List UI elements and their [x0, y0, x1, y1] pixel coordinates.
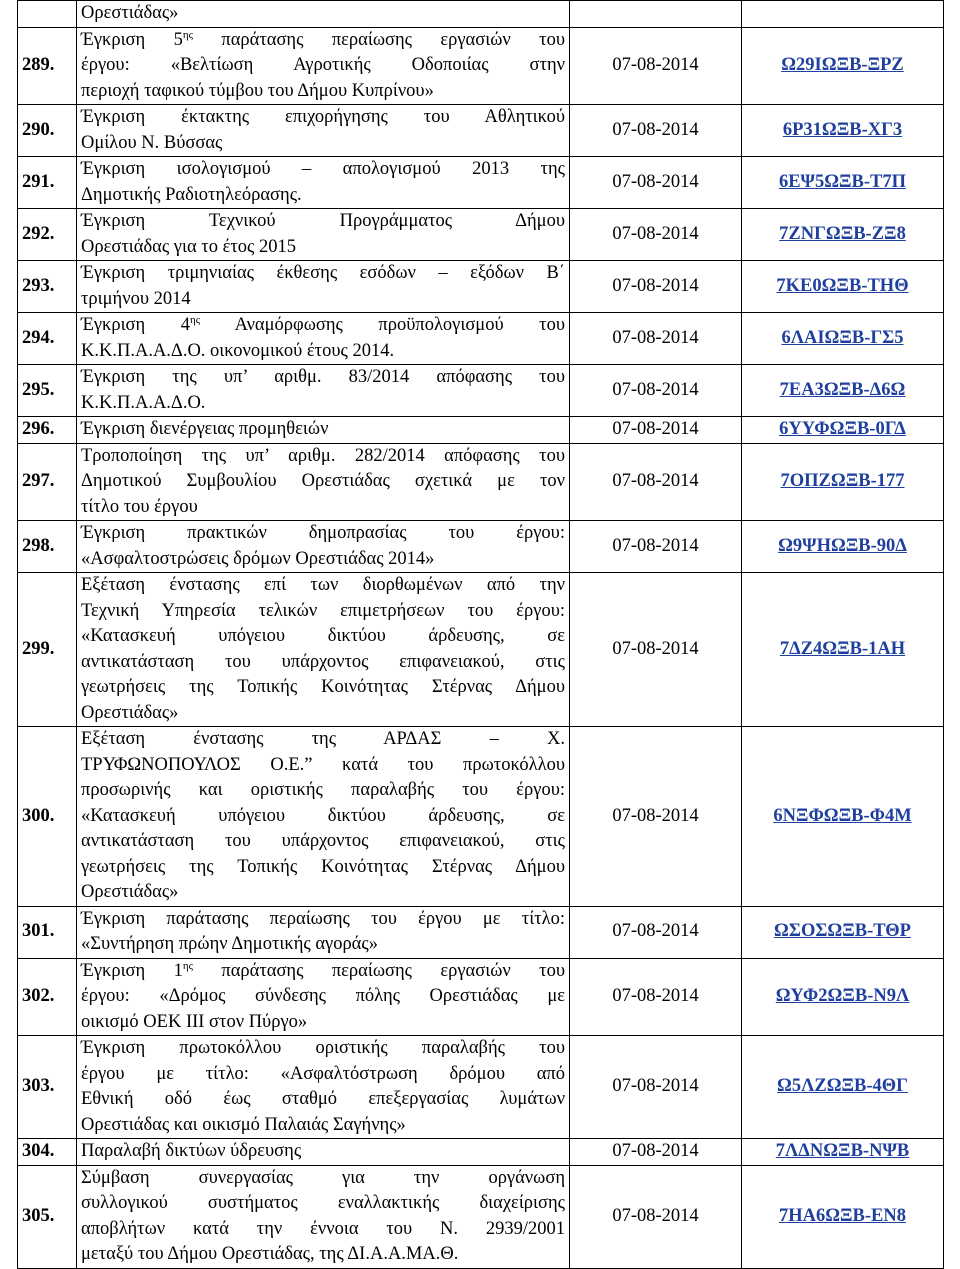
- subject-line: Έγκριση διενέργειας προμηθειών: [81, 419, 329, 439]
- subject-line: Δημοτικής Ραδιοτηλεόρασης.: [81, 184, 302, 205]
- subject-line: Ορεστιάδας για το έτος 2015: [81, 236, 296, 257]
- decision-number: 297.: [18, 443, 77, 521]
- decision-subject: [77, 1139, 570, 1166]
- subject-line: αντικατάσταση του υπάρχοντος επιφανειακού, στις: [81, 651, 565, 672]
- decision-subject: [77, 1036, 570, 1139]
- decision-number: 295.: [18, 365, 77, 417]
- ada-link[interactable]: 6ΝΞΦΩΞΒ-Φ4Μ: [773, 805, 912, 826]
- ada-cell: [742, 105, 944, 157]
- decision-date: 07-08-2014: [570, 727, 742, 907]
- ada-link[interactable]: ΩΣΟΣΩΞΒ-ΤΘΡ: [774, 921, 911, 942]
- subject-line: Έγκριση πρακτικών δημοπρασίας του έργου:: [81, 523, 565, 543]
- table-row: [18, 365, 944, 417]
- ada-cell: [742, 417, 944, 444]
- table-row: [18, 1036, 944, 1139]
- ada-link[interactable]: 6Ρ31ΩΞΒ-ΧΓ3: [782, 119, 903, 140]
- decision-subject: [77, 573, 570, 727]
- decision-date: 07-08-2014: [570, 313, 742, 365]
- decision-subject: [77, 261, 570, 313]
- decision-subject: [77, 1, 570, 28]
- ada-cell: [742, 906, 944, 958]
- decision-date: 07-08-2014: [570, 573, 742, 727]
- decision-subject: [77, 521, 570, 573]
- decision-subject: [77, 209, 570, 261]
- ada-cell: [742, 958, 944, 1036]
- subject-line: Παραλαβή δικτύων ύδρευσης: [81, 1141, 302, 1161]
- subject-line: περιοχή ταφικού τύμβου του Δήμου Κυπρίνου»: [81, 80, 434, 101]
- subject-line: Κ.Κ.Π.Α.Α.Δ.Ο.: [81, 392, 206, 413]
- decision-subject: [77, 105, 570, 157]
- decision-subject: [77, 157, 570, 209]
- subject-line: αντικατάσταση του υπάρχοντος επιφανειακού, στις: [81, 831, 565, 851]
- subject-line: τριμήνου 2014: [81, 288, 191, 309]
- subject-line: γεωτρήσεις της Τοπικής Κοινότητας Στέρνας Δήμου: [81, 856, 565, 877]
- decision-subject: [77, 313, 570, 365]
- subject-line: μεταξύ του Δήμου Ορεστιάδας, της ΔΙ.Α.Α.ΜΑ.Θ.: [81, 1244, 459, 1264]
- ada-cell: [742, 1036, 944, 1139]
- decision-number: 298.: [18, 521, 77, 573]
- decision-number: 290.: [18, 105, 77, 157]
- subject-line: Σύμβαση συνεργασίας για την οργάνωση: [81, 1167, 565, 1188]
- subject-line: Τεχνική Υπηρεσία τελικών επιμετρήσεων του έργου:: [81, 600, 565, 621]
- subject-line: «Συντήρηση πρώην Δημοτικής αγοράς»: [81, 934, 378, 954]
- subject-line: Ομίλου Ν. Βύσσας: [81, 132, 223, 153]
- ada-link[interactable]: Ω29ΙΩΞΒ-ΞΡΖ: [781, 55, 904, 75]
- table-row: [18, 906, 944, 958]
- table-row: [18, 443, 944, 521]
- table-row: [18, 157, 944, 209]
- decision-date: 07-08-2014: [570, 521, 742, 573]
- subject-line: Εξέταση ένστασης της ΑΡΔΑΣ – Χ.: [81, 729, 565, 749]
- subject-line: έργου με τίτλο: «Ασφαλτόστρωση δρόμου από: [81, 1063, 565, 1084]
- decision-subject: [77, 906, 570, 958]
- decision-date: 07-08-2014: [570, 1139, 742, 1166]
- decision-number: 302.: [18, 958, 77, 1036]
- subject-line: Εξέταση ένστασης επί των διορθωμένων από την: [81, 575, 565, 595]
- decision-subject: [77, 958, 570, 1036]
- ada-cell: [742, 521, 944, 573]
- table-row: [18, 313, 944, 365]
- decision-number: 305.: [18, 1165, 77, 1268]
- table-row: [18, 417, 944, 444]
- ada-link[interactable]: 7ΖΝΓΩΞΒ-ΖΞ8: [779, 223, 906, 244]
- table-row: [18, 209, 944, 261]
- table-row: [18, 1139, 944, 1166]
- decision-number: 304.: [18, 1139, 77, 1166]
- subject-line: Έγκριση Τεχνικού Προγράμματος Δήμου: [81, 211, 565, 231]
- subject-line: Δημοτικού Συμβουλίου Ορεστιάδας σχετικά με τον: [81, 471, 565, 491]
- table-row: [18, 261, 944, 313]
- ada-cell: [742, 209, 944, 261]
- table-row: [18, 727, 944, 907]
- decision-subject: [77, 727, 570, 907]
- subject-line: Ορεστιάδας και οικισμό Παλαιάς Σαγήνης»: [81, 1114, 406, 1135]
- table-row: [18, 105, 944, 157]
- ada-link[interactable]: 6ΕΨ5ΩΞΒ-Τ7Π: [778, 171, 907, 192]
- ada-cell: [742, 1, 944, 28]
- subject-line: Έγκριση έκτακτης επιχορήγησης του Αθλητικού: [81, 107, 565, 127]
- ada-link[interactable]: 6ΛΑΙΩΞΒ-ΓΣ5: [781, 327, 904, 348]
- subject-line: προσωρινής και οριστικής παραλαβής του έργου:: [81, 780, 565, 800]
- subject-line: Έγκριση της υπ’ αριθμ. 83/2014 απόφασης του: [81, 367, 565, 387]
- decision-number: 293.: [18, 261, 77, 313]
- subject-line: τίτλο του έργου: [81, 496, 198, 517]
- subject-line: έργου: «Βελτίωση Αγροτικής Οδοποιίας στην: [81, 55, 565, 75]
- decision-number: 294.: [18, 313, 77, 365]
- ada-link[interactable]: Ω5ΛΖΩΞΒ-4ΘΓ: [777, 1076, 908, 1097]
- decision-number: 299.: [18, 573, 77, 727]
- subject-line: συλλογικού συστήματος εναλλακτικής διαχείρισης: [81, 1193, 565, 1213]
- decision-number: 292.: [18, 209, 77, 261]
- table-row: [18, 958, 944, 1036]
- decision-date: 07-08-2014: [570, 105, 742, 157]
- table-row: [18, 521, 944, 573]
- table-row: [18, 1, 944, 28]
- subject-line: Εθνική οδό έως σταθμό επεξεργασίας λυμάτων: [81, 1089, 565, 1109]
- decision-number: 291.: [18, 157, 77, 209]
- subject-line: Κ.Κ.Π.Α.Α.Δ.Ο. οικονομικού έτους 2014.: [81, 340, 395, 361]
- subject-line: «Κατασκευή υπόγειου δικτύου άρδευσης, σε: [81, 805, 565, 826]
- ada-link[interactable]: ΩΥΦ2ΩΞΒ-Ν9Λ: [775, 986, 910, 1006]
- decision-date: 07-08-2014: [570, 1165, 742, 1268]
- decision-number: 300.: [18, 727, 77, 907]
- decision-date: 07-08-2014: [570, 209, 742, 261]
- decision-subject: [77, 1165, 570, 1268]
- decision-date: 07-08-2014: [570, 1036, 742, 1139]
- decisions-table: [17, 0, 944, 1269]
- ada-link[interactable]: Ω9ΨΗΩΞΒ-90Δ: [778, 535, 907, 556]
- table-row: [18, 27, 944, 105]
- decision-date: 07-08-2014: [570, 365, 742, 417]
- table-row: [18, 1165, 944, 1268]
- table-row: [18, 573, 944, 727]
- ada-link[interactable]: 7ΚΕ0ΩΞΒ-ΤΗΘ: [776, 275, 909, 296]
- subject-line: οικισμό ΟΕΚ ΙΙΙ στον Πύργο»: [81, 1011, 308, 1032]
- subject-line: γεωτρήσεις της Τοπικής Κοινότητας Στέρνας Δήμου: [81, 677, 565, 697]
- ada-link[interactable]: 7ΟΠΖΩΞΒ-177: [780, 471, 905, 491]
- ada-link[interactable]: 7ΗΑ6ΩΞΒ-ΕΝ8: [778, 1205, 907, 1226]
- subject-line: Έγκριση $1^{\eta\varsigma}$ παράτασης περαίωσης εργασιών του: [81, 959, 565, 981]
- subject-line: Ορεστιάδας»: [81, 882, 179, 902]
- decision-number: 301.: [18, 906, 77, 958]
- ada-cell: [742, 443, 944, 521]
- decision-number: [18, 1, 77, 28]
- decision-date: 07-08-2014: [570, 261, 742, 313]
- subject-line: Ορεστιάδας»: [81, 3, 179, 23]
- decision-date: [570, 1, 742, 28]
- decision-date: 07-08-2014: [570, 958, 742, 1036]
- decision-number: 289.: [18, 27, 77, 105]
- decision-number: 296.: [18, 417, 77, 444]
- decision-subject: [77, 443, 570, 521]
- ada-cell: [742, 573, 944, 727]
- ada-link[interactable]: 6ΥΥΦΩΞΒ-0ΓΔ: [779, 419, 906, 439]
- decision-date: 07-08-2014: [570, 27, 742, 105]
- subject-line: «Ασφαλτοστρώσεις δρόμων Ορεστιάδας 2014»: [81, 548, 435, 569]
- subject-line: αποβλήτων κατά την έννοια του Ν. 2939/2001: [81, 1218, 565, 1239]
- ada-cell: [742, 727, 944, 907]
- ada-cell: [742, 261, 944, 313]
- decision-subject: [77, 365, 570, 417]
- ada-link[interactable]: 7ΔΖ4ΩΞΒ-1ΑΗ: [779, 638, 906, 659]
- ada-cell: [742, 157, 944, 209]
- decision-date: 07-08-2014: [570, 443, 742, 521]
- ada-cell: [742, 365, 944, 417]
- decision-number: 303.: [18, 1036, 77, 1139]
- decision-date: 07-08-2014: [570, 157, 742, 209]
- decision-subject: [77, 27, 570, 105]
- subject-line: έργου: «Δρόμος σύνδεσης πόλης Ορεστιάδας με: [81, 986, 565, 1006]
- subject-line: ΤΡΥΦΩΝΟΠΟΥΛΟΣ Ο.Ε.” κατά του πρωτοκόλλου: [81, 754, 565, 775]
- decision-date: 07-08-2014: [570, 906, 742, 958]
- ada-cell: [742, 1165, 944, 1268]
- ada-cell: [742, 313, 944, 365]
- subject-line: Τροποποίηση της υπ’ αριθμ. 282/2014 απόφασης του: [81, 445, 565, 466]
- ada-cell: [742, 1139, 944, 1166]
- subject-line: Έγκριση πρωτοκόλλου οριστικής παραλαβής του: [81, 1038, 565, 1058]
- subject-line: Έγκριση $5^{\eta\varsigma}$ παράτασης περαίωσης εργασιών του: [81, 28, 565, 50]
- subject-line: «Κατασκευή υπόγειου δικτύου άρδευσης, σε: [81, 626, 565, 646]
- subject-line: Έγκριση παράτασης περαίωσης του έργου με τίτλο:: [81, 908, 565, 929]
- subject-line: Έγκριση ισολογισμού – απολογισμού 2013 της: [81, 159, 565, 179]
- decisions-table-body: [18, 1, 944, 1269]
- decision-date: 07-08-2014: [570, 417, 742, 444]
- ada-link[interactable]: 7ΕΑ3ΩΞΒ-Δ6Ω: [779, 379, 906, 400]
- subject-line: Έγκριση $4^{\eta\varsigma}$ Αναμόρφωσης προϋπολογισμού του: [81, 313, 565, 335]
- subject-line: Έγκριση τριμηνιαίας έκθεσης εσόδων – εξόδων Β΄: [81, 263, 565, 283]
- ada-cell: [742, 27, 944, 105]
- subject-line: Ορεστιάδας»: [81, 702, 179, 723]
- ada-link[interactable]: 7ΛΔΝΩΞΒ-ΝΨΒ: [775, 1141, 910, 1161]
- decision-subject: [77, 417, 570, 444]
